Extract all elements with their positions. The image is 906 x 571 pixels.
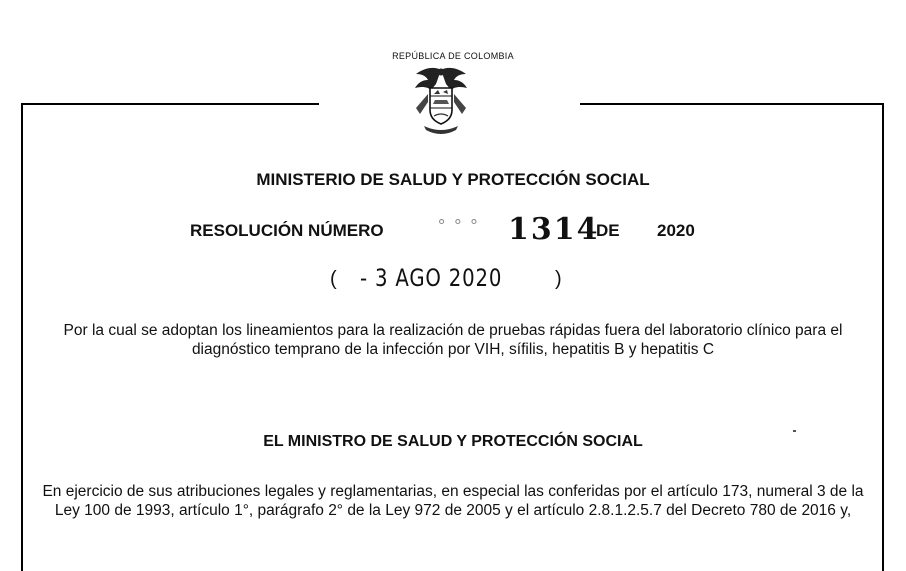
resolution-label: RESOLUCIÓN NÚMERO: [190, 221, 384, 240]
country-name: REPÚBLICA DE COLOMBIA: [392, 51, 514, 61]
date-stamp-line: [0, 262, 906, 302]
resolution-de-label: DE: [596, 221, 620, 240]
colombia-coat-of-arms-icon: [410, 64, 472, 138]
frame-top-right-rule: [580, 103, 884, 105]
resolution-year: 2020: [657, 221, 695, 240]
issue-date: - 3 AGO 2020: [360, 264, 503, 292]
ministry-title: MINISTERIO DE SALUD Y PROTECCIÓN SOCIAL: [256, 170, 650, 189]
frame-top-left-rule: [21, 103, 319, 105]
preamble-paragraph: En ejercicio de sus atribuciones legales y reglamentarias, en especial las conferidas por el artículo 173, numeral 3 de la Ley 100 de 1993, artículo 1°, parágrafo 2° de la Ley 972 de 2005 y el artículo 2.8.1.2.5.7 del Decreto 780 de 2016 y,: [42, 483, 864, 519]
date-close-paren: ): [555, 268, 562, 290]
minister-title: EL MINISTRO DE SALUD Y PROTECCIÓN SOCIAL: [263, 433, 643, 450]
resolution-subject: Por la cual se adoptan los lineamientos para la realización de pruebas rápidas fuera del laboratorio clínico para el diagnóstico temprano de la infección por VIH, sífilis, hepatitis B y hepatitis C: [63, 322, 843, 358]
resolution-line: [0, 212, 906, 252]
resolution-faded-stamp: ° ° °: [438, 216, 480, 236]
date-open-paren: (: [330, 268, 337, 290]
scan-speck: [793, 430, 796, 432]
resolution-number: 1314: [508, 212, 600, 247]
